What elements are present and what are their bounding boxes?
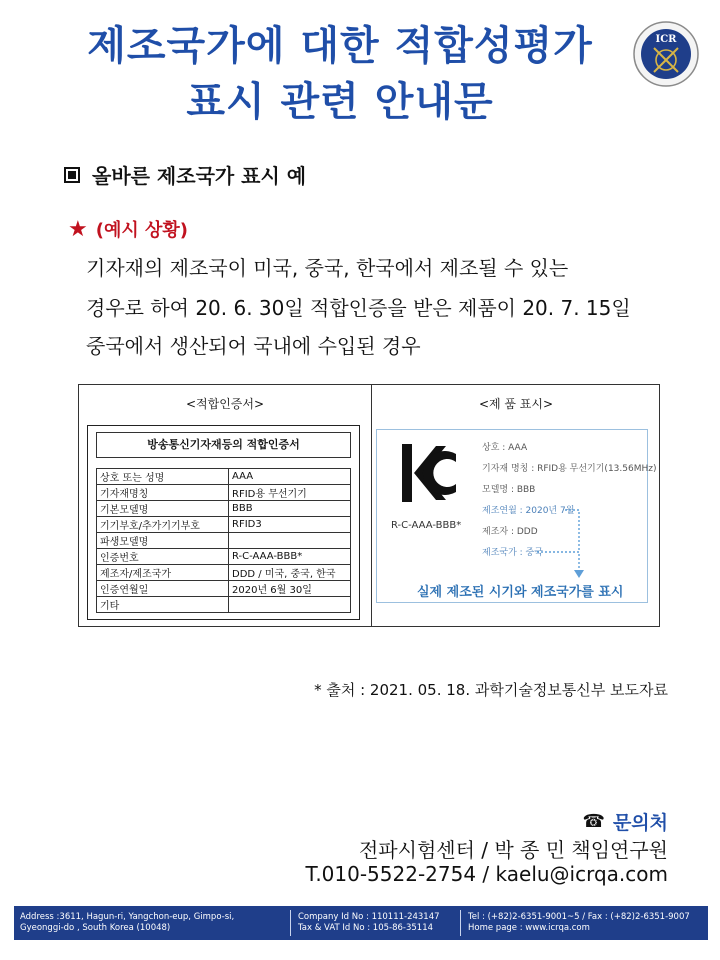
cert-value: RFID3 bbox=[229, 517, 351, 533]
footer-divider bbox=[290, 910, 291, 936]
cert-key: 제조자/제조국가 bbox=[97, 565, 229, 581]
figure-divider bbox=[371, 385, 372, 626]
certificate-caption: <적합인증서> bbox=[185, 397, 265, 411]
certificate-table bbox=[96, 468, 351, 613]
label-line: 모델명 : BBB bbox=[482, 485, 536, 495]
cert-key: 파생모델명 bbox=[97, 533, 229, 549]
cert-key: 기자재명칭 bbox=[97, 485, 229, 501]
telephone-icon: ☎ bbox=[582, 811, 605, 832]
table-row bbox=[97, 485, 351, 501]
section-heading-text: 올바른 제조국가 표시 예 bbox=[92, 164, 307, 188]
example-label bbox=[68, 216, 188, 242]
product-label-box bbox=[376, 429, 657, 603]
footer-contact bbox=[468, 912, 690, 934]
cert-key: 기타 bbox=[97, 597, 229, 613]
table-row bbox=[97, 549, 351, 565]
footer-address bbox=[20, 912, 234, 934]
cert-value: RFID용 무선기기 bbox=[229, 485, 351, 501]
contact-heading-text: 문의처 bbox=[612, 812, 668, 834]
cert-value: AAA bbox=[229, 469, 351, 485]
table-row bbox=[97, 581, 351, 597]
cert-key: 상호 또는 성명 bbox=[97, 469, 229, 485]
section-heading bbox=[64, 160, 306, 189]
cert-value: DDD / 미국, 중국, 한국 bbox=[229, 565, 351, 581]
example-figure bbox=[78, 384, 660, 627]
cert-key: 기본모델명 bbox=[97, 501, 229, 517]
table-row bbox=[97, 469, 351, 485]
product-label-caption: <제 품 표시> bbox=[478, 397, 554, 411]
table-row bbox=[97, 533, 351, 549]
cert-value: R-C-AAA-BBB* bbox=[229, 549, 351, 565]
footer-tax-id: Tax & VAT Id No : 105-86-35114 bbox=[298, 923, 434, 933]
example-label-text: (예시 상황) bbox=[95, 220, 189, 241]
callout-arrow-icon bbox=[377, 430, 649, 604]
page-title-line-2: 표시 관련 안내문 bbox=[186, 79, 494, 125]
source-note: * 출처 : 2021. 05. 18. 과학기술정보통신부 보도자료 bbox=[314, 681, 668, 699]
footer-address-line-2: Gyeonggi-do , South Korea (10048) bbox=[20, 923, 171, 933]
page-title-line-1: 제조국가에 대한 적합성평가 bbox=[87, 23, 593, 69]
contact-details: T.010-5522-2754 / kaelu@icrqa.com bbox=[305, 862, 668, 886]
certification-code: R-C-AAA-BBB* bbox=[391, 520, 462, 531]
cert-key: 기기부호/추가기기부호 bbox=[97, 517, 229, 533]
cert-value: 2020년 6월 30일 bbox=[229, 581, 351, 597]
callout-text: 실제 제조된 시기와 제조국가를 표시 bbox=[417, 585, 624, 600]
label-line: 상호 : AAA bbox=[482, 443, 528, 453]
cert-value: BBB bbox=[229, 501, 351, 517]
contact-person: 전파시험센터 / 박 종 민 책임연구원 bbox=[358, 838, 668, 862]
label-line-country: 제조국가 : 중국 bbox=[482, 548, 543, 558]
table-row bbox=[97, 501, 351, 517]
footer-company-id: Company Id No : 110111-243147 bbox=[298, 912, 440, 922]
cert-value bbox=[229, 597, 351, 613]
footer-bar bbox=[14, 906, 708, 940]
example-line-1: 기자재의 제조국이 미국, 중국, 한국에서 제조될 수 있는 bbox=[86, 256, 569, 280]
table-row bbox=[97, 565, 351, 581]
footer-address-line-1: Address :3611, Hagun-ri, Yangchon-eup, Gimpo-si, bbox=[20, 912, 235, 922]
label-line-date: 제조연월 : 2020년 7월 bbox=[482, 506, 575, 516]
example-line-3: 중국에서 생산되어 국내에 수입된 경우 bbox=[86, 334, 421, 358]
certificate-document bbox=[87, 425, 360, 620]
star-icon: ★ bbox=[68, 216, 88, 242]
icr-emblem-logo bbox=[632, 20, 700, 88]
certificate-header: 방송통신기자재등의 적합인증서 bbox=[96, 432, 351, 458]
svg-text:ICR: ICR bbox=[655, 34, 677, 45]
footer-homepage[interactable]: Home page : www.icrqa.com bbox=[468, 923, 590, 933]
footer-divider bbox=[460, 910, 461, 936]
label-line: 기자재 명칭 : RFID용 무선기기(13.56MHz) bbox=[482, 464, 657, 474]
example-line-2: 경우로 하여 20. 6. 30일 적합인증을 받은 제품이 20. 7. 15일 bbox=[86, 296, 631, 320]
label-line: 제조자 : DDD bbox=[482, 527, 538, 537]
table-row bbox=[97, 517, 351, 533]
contact-heading bbox=[583, 808, 668, 835]
footer-company bbox=[298, 912, 440, 934]
cert-key: 인증번호 bbox=[97, 549, 229, 565]
square-bullet-icon bbox=[64, 167, 80, 183]
cert-value bbox=[229, 533, 351, 549]
cert-key: 인증연월일 bbox=[97, 581, 229, 597]
footer-tel: Tel : (+82)2-6351-9001~5 / Fax : (+82)2-6351-9007 bbox=[468, 912, 690, 922]
table-row bbox=[97, 597, 351, 613]
